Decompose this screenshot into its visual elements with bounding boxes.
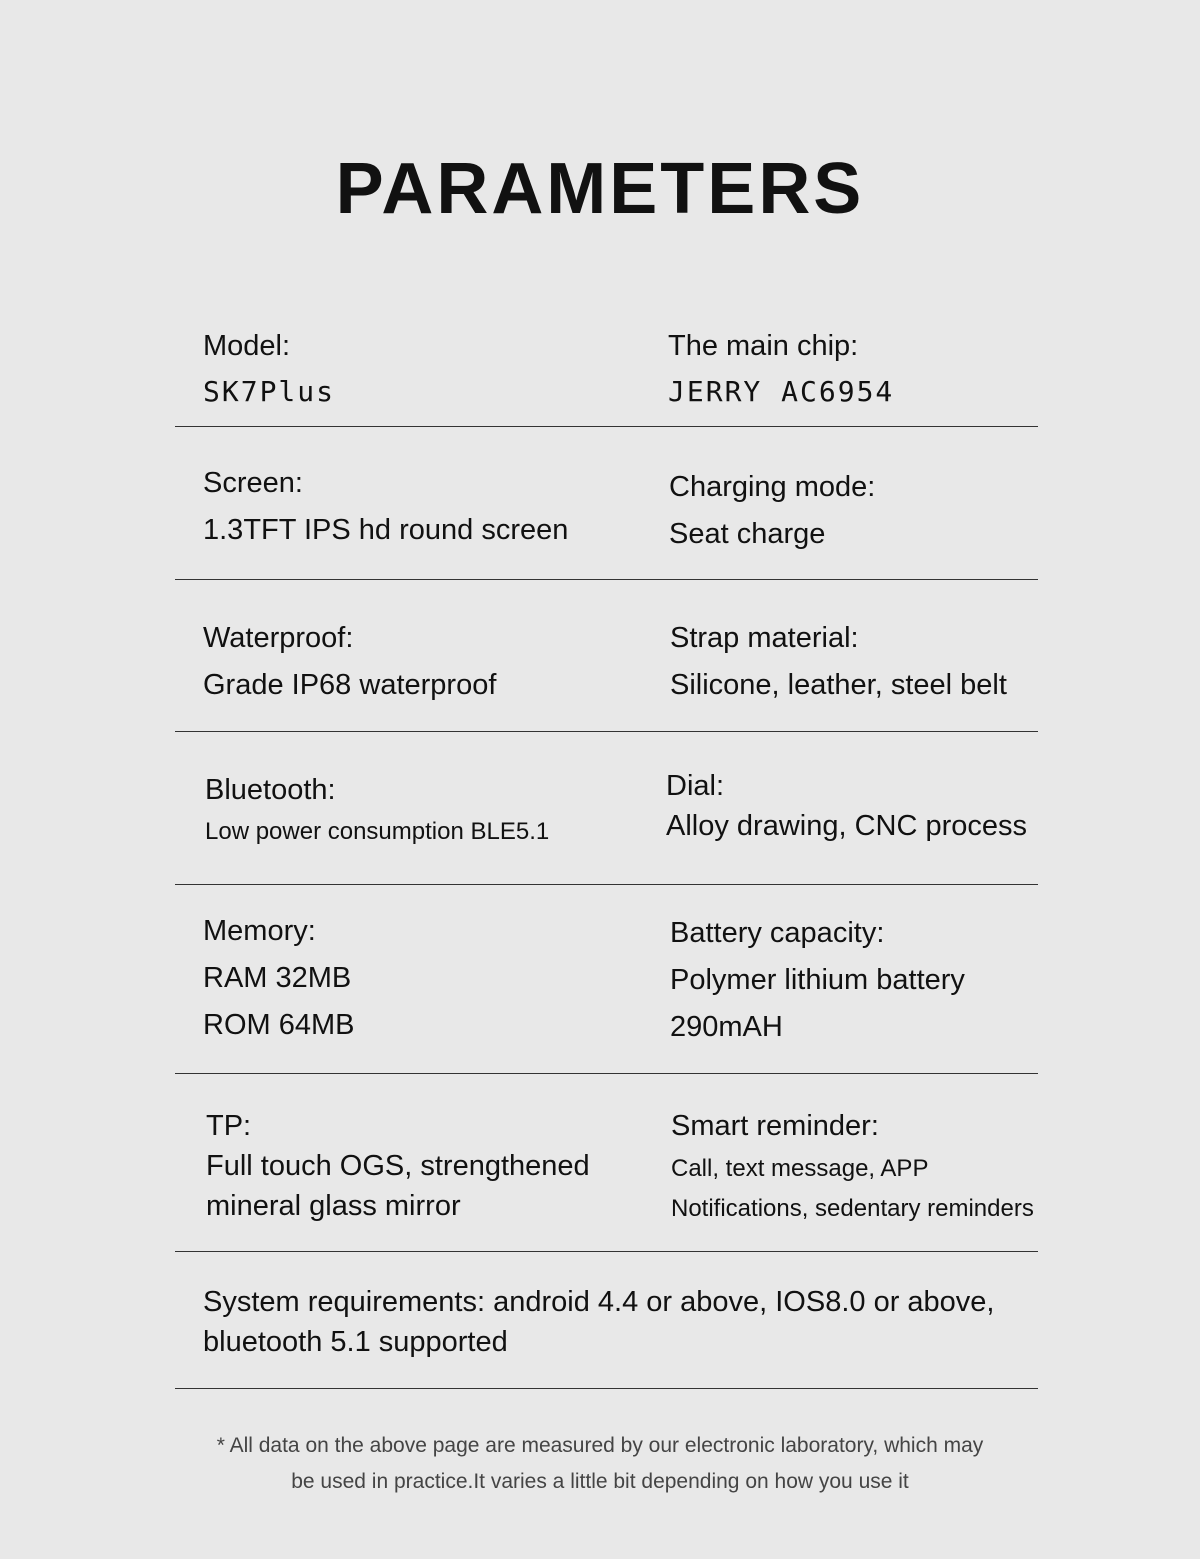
waterproof-value: Grade IP68 waterproof [203,669,497,701]
divider [175,1388,1038,1389]
divider [175,1251,1038,1252]
system-requirements-line2: bluetooth 5.1 supported [203,1326,508,1358]
reminder-value-line2: Notifications, sedentary reminders [671,1195,1034,1222]
memory-rom: ROM 64MB [203,1009,355,1041]
model-value: SK7Plus [203,375,336,408]
divider [175,426,1038,427]
divider [175,1073,1038,1074]
reminder-value-line1: Call, text message, APP [671,1155,929,1182]
tp-value-line2: mineral glass mirror [206,1190,461,1222]
chip-label: The main chip: [668,330,859,362]
memory-ram: RAM 32MB [203,962,352,994]
charging-label: Charging mode: [669,471,876,503]
battery-type: Polymer lithium battery [670,964,965,996]
dial-label: Dial: [666,770,725,802]
charging-value: Seat charge [669,518,826,550]
divider [175,579,1038,580]
divider [175,731,1038,732]
footnote-line1: * All data on the above page are measured by our electronic laboratory, which may [216,1434,984,1457]
waterproof-label: Waterproof: [203,622,354,654]
screen-value: 1.3TFT IPS hd round screen [203,514,569,546]
page-title: PARAMETERS [335,149,865,229]
tp-value-line1: Full touch OGS, strengthened [206,1150,590,1182]
bluetooth-label: Bluetooth: [205,774,336,806]
strap-label: Strap material: [670,622,859,654]
battery-label: Battery capacity: [670,917,885,949]
memory-label: Memory: [203,915,316,947]
chip-value: JERRY AC6954 [668,375,895,408]
battery-capacity: 290mAH [670,1011,783,1043]
strap-value: Silicone, leather, steel belt [670,669,1007,701]
reminder-label: Smart reminder: [671,1110,879,1142]
dial-value: Alloy drawing, CNC process [666,810,1028,842]
divider [175,884,1038,885]
bluetooth-value: Low power consumption BLE5.1 [205,818,550,845]
system-requirements-line1: System requirements: android 4.4 or above, IOS8.0 or above, [203,1286,995,1318]
footnote-line2: be used in practice.It varies a little bit depending on how you use it [291,1470,909,1493]
tp-label: TP: [206,1110,252,1142]
screen-label: Screen: [203,467,303,499]
model-label: Model: [203,330,291,362]
